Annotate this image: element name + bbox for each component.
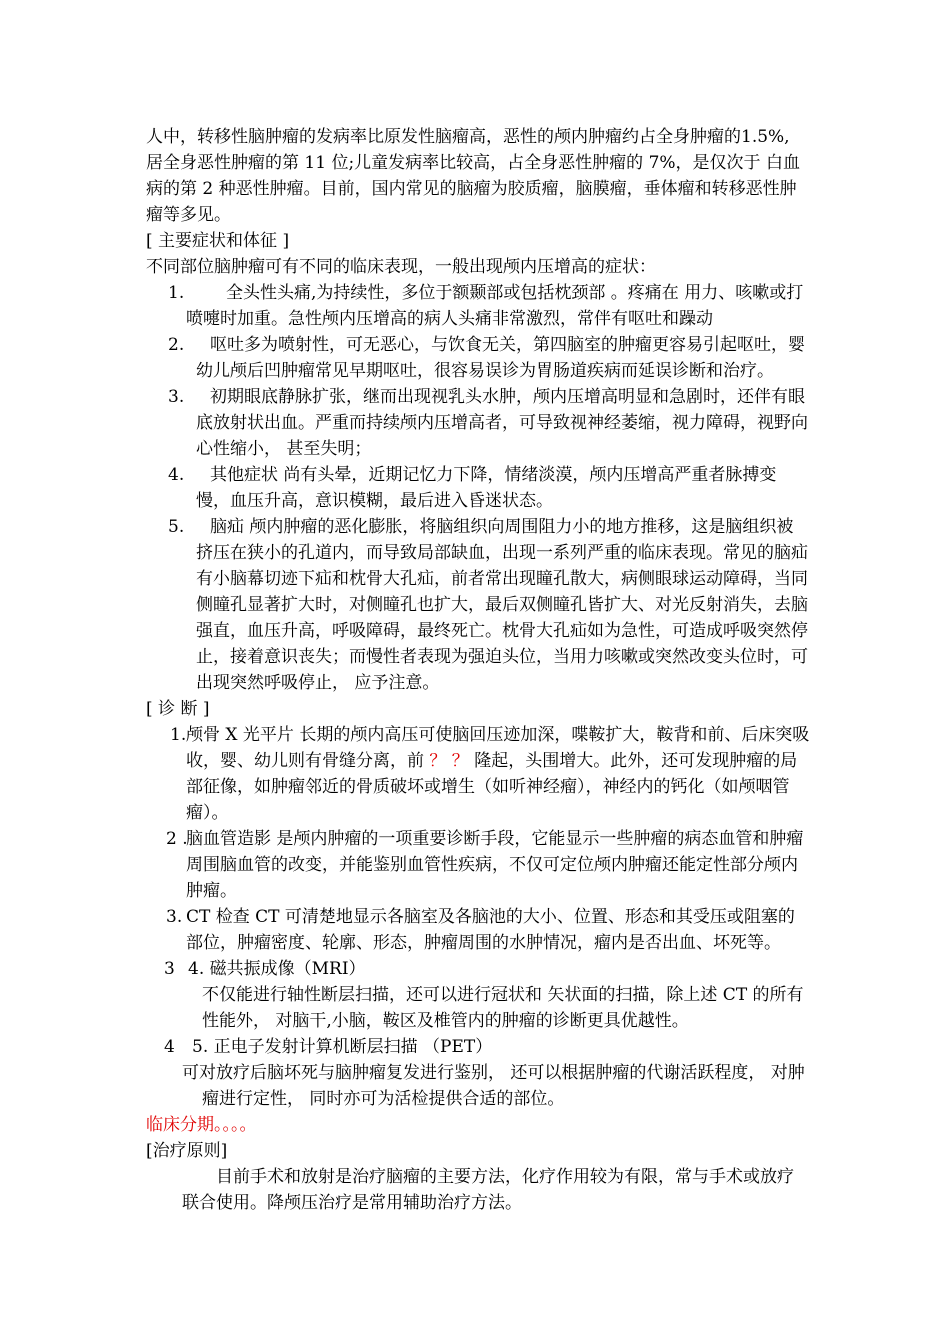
- symptom-item-1: [146, 280, 810, 332]
- symptom-number: 5.: [168, 517, 185, 537]
- clinical-staging-note: 临床分期。。。。: [146, 1115, 257, 1135]
- diagnosis-item-1: [146, 722, 810, 826]
- section-heading-symptoms: [ 主要症状和体征 ]: [146, 231, 290, 251]
- diagnosis-text: 脑血管造影 是颅内肿瘤的一项重要诊断手段，它能显示一些肿瘤的病态血管和肿瘤周围脑血管的改变，并能鉴别血管性疾病，不仅可定位颅内肿瘤还能定性部分颅内肿瘤。: [186, 829, 804, 901]
- symptoms-lead: 不同部位脑肿瘤可有不同的临床表现，一般出现颅内压增高的症状：: [146, 257, 656, 277]
- diagnosis-number: 3.: [166, 907, 183, 927]
- diagnosis-item-3: [146, 904, 810, 956]
- section-heading-diagnosis: [ 诊 断 ]: [146, 699, 210, 719]
- document-body: [146, 124, 810, 1216]
- diagnosis-title: 4. 磁共振成像（MRI）: [188, 959, 366, 979]
- symptom-item-5: [146, 514, 810, 696]
- diagnosis-item-4: [146, 956, 810, 1034]
- diagnosis-number: 1.: [170, 725, 187, 745]
- diagnosis-text: CT 检查 CT 可清楚地显示各脑室及各脑池的大小、位置、形态和其受压或阻塞的部位，肿瘤密度、轮廓、形态，肿瘤周围的水肿情况，瘤内是否出血、坏死等。: [186, 907, 795, 953]
- diagnosis-item-2: [146, 826, 810, 904]
- diagnosis-title: 5. 正电子发射计算机断层扫描 （PET）: [192, 1037, 493, 1057]
- symptom-text: 全头性头痛,为持续性，多位于额颞部或包括枕颈部 。疼痛在 用力、咳嗽或打喷嚏时加重。急性颅内压增高的病人头痛非常激烈，常伴有呕吐和躁动: [186, 283, 804, 329]
- symptom-number: 4.: [168, 465, 185, 485]
- diagnosis-text: 颅骨 X 光平片 长期的颅内高压可使脑回压迹加深，喋鞍扩大，鞍背和前、后床突吸收，婴、幼儿则有骨缝分离，前 ？ ？ 隆起，头围增大。此外，还可发现肿瘤的局部征像，如肿瘤邻近的骨质破坏或增生（如听神经瘤），神经内的钙化（如颅咽管瘤）。: [186, 725, 810, 823]
- symptom-text: 初期眼底静脉扩张，继而出现视乳头水肿，颅内压增高明显和急剧时，还伴有眼底放射状出血。严重而持续颅内压增高者，可导致视神经萎缩，视力障碍，视野向心性缩小， 甚至失明；: [196, 387, 808, 459]
- symptom-item-2: [146, 332, 810, 384]
- diagnosis-text: 可对放疗后脑坏死与脑肿瘤复发进行鉴别， 还可以根据肿瘤的代谢活跃程度， 对肿瘤进行定性， 同时亦可为活检提供合适的部位。: [182, 1063, 805, 1109]
- diagnosis-number: 4: [164, 1037, 175, 1057]
- symptom-item-3: [146, 384, 810, 462]
- diagnosis-item-5: [146, 1034, 810, 1112]
- symptom-text: 脑疝 颅内肿瘤的恶化膨胀，将脑组织向周围阻力小的地方推移，这是脑组织被挤压在狭小的孔道内，而导致局部缺血，出现一系列严重的临床表现。常见的脑疝有小脑幕切迹下疝和枕骨大孔疝，前者常出现瞳孔散大，病侧眼球运动障碍，当同侧瞳孔显著扩大时，对侧瞳孔也扩大，最后双侧瞳孔皆扩大、对光反射消失，去脑强直，血压升高，呼吸障碍，最终死亡。枕骨大孔疝如为急性，可造成呼吸突然停止，接着意识丧失；而慢性者表现为强迫头位，当用力咳嗽或突然改变头位时，可出现突然呼吸停止， 应予注意。: [196, 517, 808, 693]
- symptom-number: 1.: [168, 283, 185, 303]
- treatment-paragraph: 目前手术和放射是治疗脑瘤的主要方法，化疗作用较为有限，常与手术或放疗联合使用。降颅压治疗是常用辅助治疗方法。: [182, 1167, 794, 1213]
- symptom-text: 其他症状 尚有头晕，近期记忆力下降，情绪淡漠，颅内压增高严重者脉搏变慢，血压升高，意识模糊，最后进入昏迷状态。: [196, 465, 777, 511]
- section-heading-treatment: [治疗原则]: [146, 1141, 228, 1161]
- symptom-number: 2.: [168, 335, 185, 355]
- diagnosis-text: 不仅能进行轴性断层扫描，还可以进行冠状和 矢状面的扫描，除上述 CT 的所有性能外， 对脑干,小脑，鞍区及椎管内的肿瘤的诊断更具优越性。: [202, 985, 804, 1031]
- intro-paragraph: 人中，转移性脑肿瘤的发病率比原发性脑瘤高，恶性的颅内肿瘤约占全身肿瘤的1.5%, 居全身恶性肿瘤的第 11 位;儿童发病率比较高，占全身恶性肿瘤的 7%，是仅次于 白血病的第 2 种恶性肿瘤。目前，国内常见的脑瘤为胶质瘤，脑膜瘤，垂体瘤和转移恶性肿瘤等多见。: [146, 127, 800, 225]
- diagnosis-number: 3: [164, 959, 175, 979]
- symptom-number: 3.: [168, 387, 185, 407]
- unknown-char-marker: ？ ？: [424, 751, 475, 771]
- symptom-text: 呕吐多为喷射性，可无恶心，与饮食无关，第四脑室的肿瘤更容易引起呕吐，婴幼儿颅后凹肿瘤常见早期呕吐，很容易误诊为胃肠道疾病而延误诊断和治疗。: [196, 335, 805, 381]
- diagnosis-number: 2 .: [166, 829, 188, 849]
- symptom-item-4: [146, 462, 810, 514]
